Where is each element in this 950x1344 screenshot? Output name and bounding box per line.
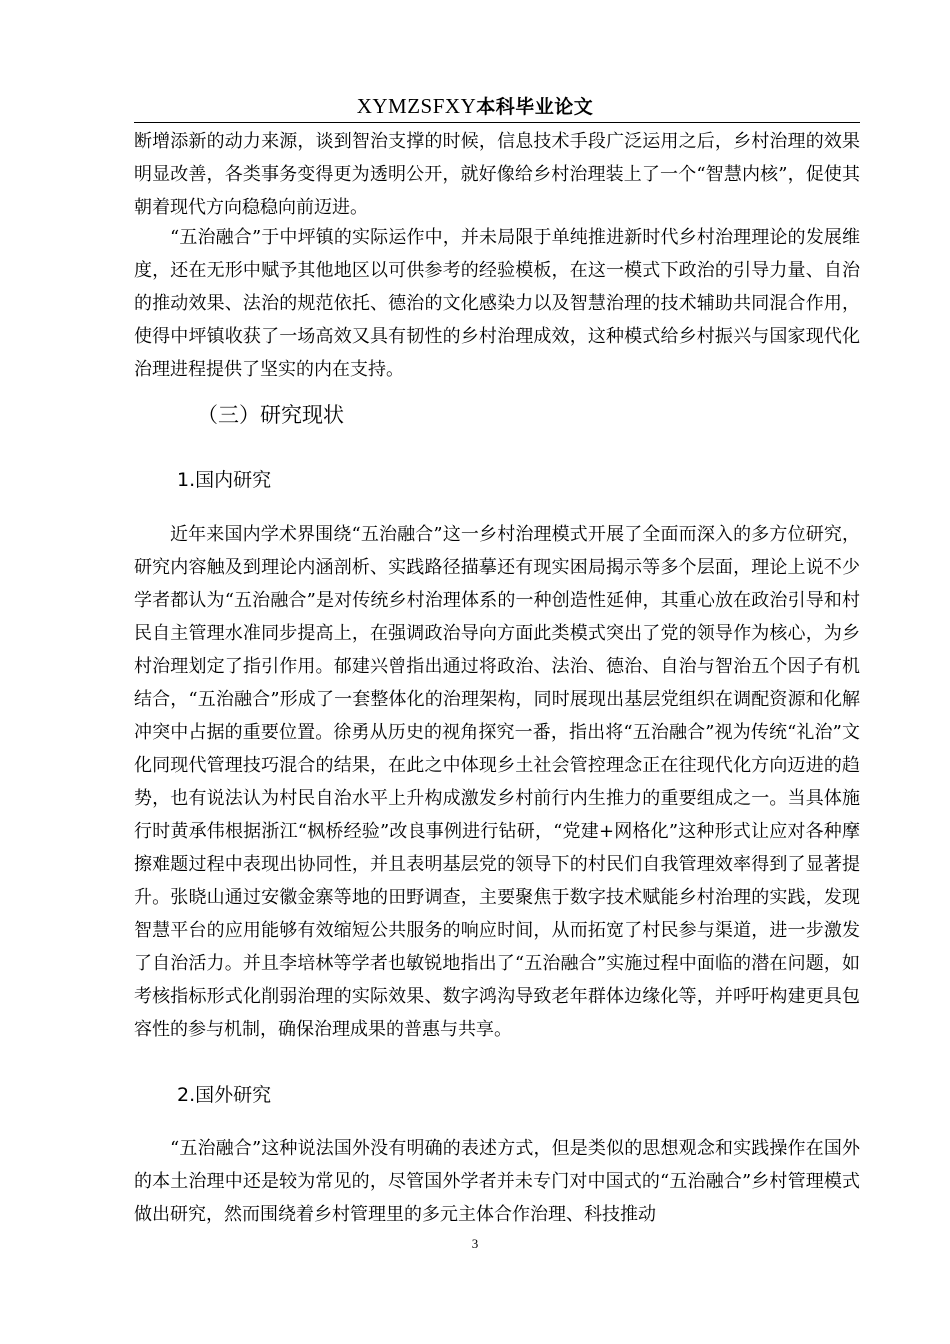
subheading-foreign-research: 2.国外研究: [177, 1084, 272, 1106]
page-header: [0, 93, 950, 120]
header-divider: [134, 122, 860, 123]
page-number: 3: [471, 1236, 479, 1251]
paragraph-wuzhi-zhongping: “五治融合”于中坪镇的实际运作中，并未局限于单纯推进新时代乡村治理理论的发展维度，还在无形中赋予其他地区以可供参考的经验模板，在这一模式下政治的引导力量、自治的推动效果、法治的规范依托、德治的文化感染力以及智慧治理的技术辅助共同混合作用，使得中坪镇收获了一场高效又具有韧性的乡村治理成效，这种模式给乡村振兴与国家现代化治理进程提供了坚实的内在支持。: [134, 227, 860, 380]
subheading-domestic-research: 1.国内研究: [177, 469, 272, 491]
header-school-code: XYMZSFXY: [356, 94, 477, 118]
header-thesis-title: 本科毕业论文: [476, 96, 594, 118]
paragraph-foreign-research: “五治融合”这种说法国外没有明确的表述方式，但是类似的思想观念和实践操作在国外的本土治理中还是较为常见的，尽管国外学者并未专门对中国式的“五治融合”乡村管理模式做出研究，然而围绕着乡村管理里的多元主体合作治理、科技推动: [134, 1138, 860, 1225]
paragraph-continued: 断增添新的动力来源，谈到智治支撑的时候，信息技术手段广泛运用之后，乡村治理的效果明显改善，各类事务变得更为透明公开，就好像给乡村治理装上了一个“智慧内核”，促使其朝着现代方向稳稳向前迈进。: [134, 131, 860, 218]
section-heading-research-status: （三）研究现状: [197, 403, 344, 427]
paragraph-domestic-research: 近年来国内学术界围绕“五治融合”这一乡村治理模式开展了全面而深入的多方位研究，研究内容触及到理论内涵剖析、实践路径描摹还有现实困局揭示等多个层面，理论上说不少学者都认为“五治融合”是对传统乡村治理体系的一种创造性延伸，其重心放在政治引导和村民自主管理水准同步提高上，在强调政治导向方面此类模式突出了党的领导作为核心，为乡村治理划定了指引作用。郁建兴曾指出通过将政治、法治、德治、自治与智治五个因子有机结合，“五治融合”形成了一套整体化的治理架构，同时展现出基层党组织在调配资源和化解冲突中占据的重要位置。徐勇从历史的视角探究一番，指出将“五治融合”视为传统“礼治”文化同现代管理技巧混合的结果，在此之中体现乡土社会管控理念正在往现代化方向迈进的趋势，也有说法认为村民自治水平上升构成激发乡村前行内生推力的重要组成之一。当具体施行时黄承伟根据浙江“枫桥经验”改良事例进行钻研，“党建+网格化”这种形式让应对各种摩擦难题过程中表现出协同性，并且表明基层党的领导下的村民们自我管理效率得到了显著提升。张晓山通过安徽金寨等地的田野调查，主要聚焦于数字技术赋能乡村治理的实践，发现智慧平台的应用能够有效缩短公共服务的响应时间，从而拓宽了村民参与渠道，进一步激发了自治活力。并且李培林等学者也敏锐地指出了“五治融合”实施过程中面临的潜在问题，如考核指标形式化削弱治理的实际效果、数字鸿沟导致老年群体边缘化等，并呼吁构建更具包容性的参与机制，确保治理成果的普惠与共享。: [134, 524, 860, 1040]
